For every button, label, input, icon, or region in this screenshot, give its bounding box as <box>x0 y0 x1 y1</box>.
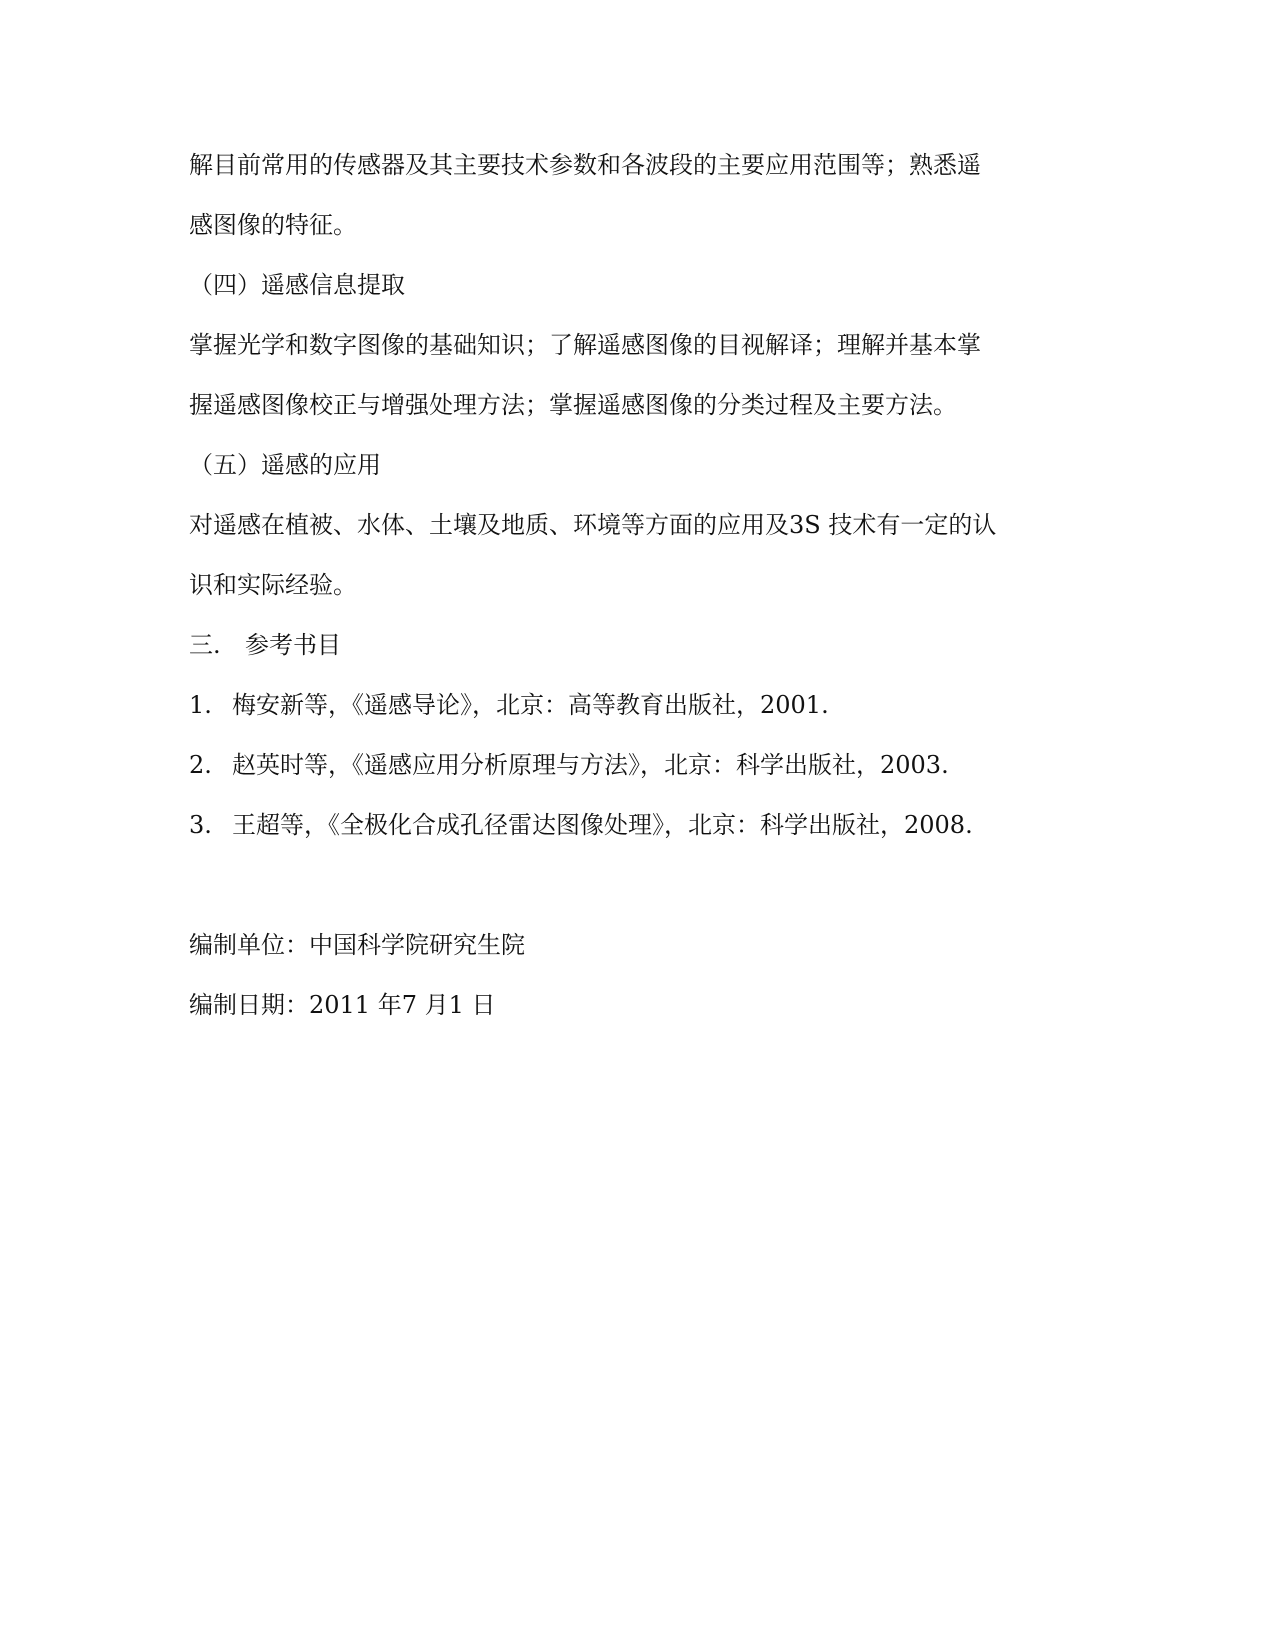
references-heading-number: 三. <box>189 631 221 659</box>
section-4-heading: （四）遥感信息提取 <box>189 271 405 299</box>
compiling-unit: 编制单位：中国科学院研究生院 <box>189 931 525 959</box>
section-4-line-2: 握遥感图像校正与增强处理方法；掌握遥感图像的分类过程及主要方法。 <box>189 391 957 419</box>
reference-text: 赵英时等，《遥感应用分析原理与方法》，北京：科学出版社，2003. <box>232 751 949 779</box>
section-3-continued-line-2: 感图像的特征。 <box>189 211 357 239</box>
reference-number: 3. <box>189 811 212 839</box>
section-4-line-1: 掌握光学和数字图像的基础知识；了解遥感图像的目视解译；理解并基本掌 <box>189 331 981 359</box>
reference-number: 2. <box>189 751 212 779</box>
reference-item-2 <box>189 750 949 780</box>
section-5-line-1: 对遥感在植被、水体、土壤及地质、环境等方面的应用及3S 技术有一定的认 <box>189 511 997 539</box>
reference-item-3 <box>189 810 973 840</box>
compiling-date: 编制日期：2011 年7 月1 日 <box>189 991 496 1019</box>
reference-text: 王超等，《全极化合成孔径雷达图像处理》，北京：科学出版社，2008. <box>232 811 973 839</box>
references-heading-text: 参考书目 <box>245 631 341 659</box>
reference-number: 1. <box>189 691 212 719</box>
section-5-heading: （五）遥感的应用 <box>189 451 381 479</box>
section-5-line-2: 识和实际经验。 <box>189 571 357 599</box>
references-heading <box>189 630 341 660</box>
reference-item-1 <box>189 690 829 720</box>
section-3-continued-line-1: 解目前常用的传感器及其主要技术参数和各波段的主要应用范围等；熟悉遥 <box>189 151 981 179</box>
reference-text: 梅安新等，《遥感导论》，北京：高等教育出版社，2001. <box>232 691 829 719</box>
